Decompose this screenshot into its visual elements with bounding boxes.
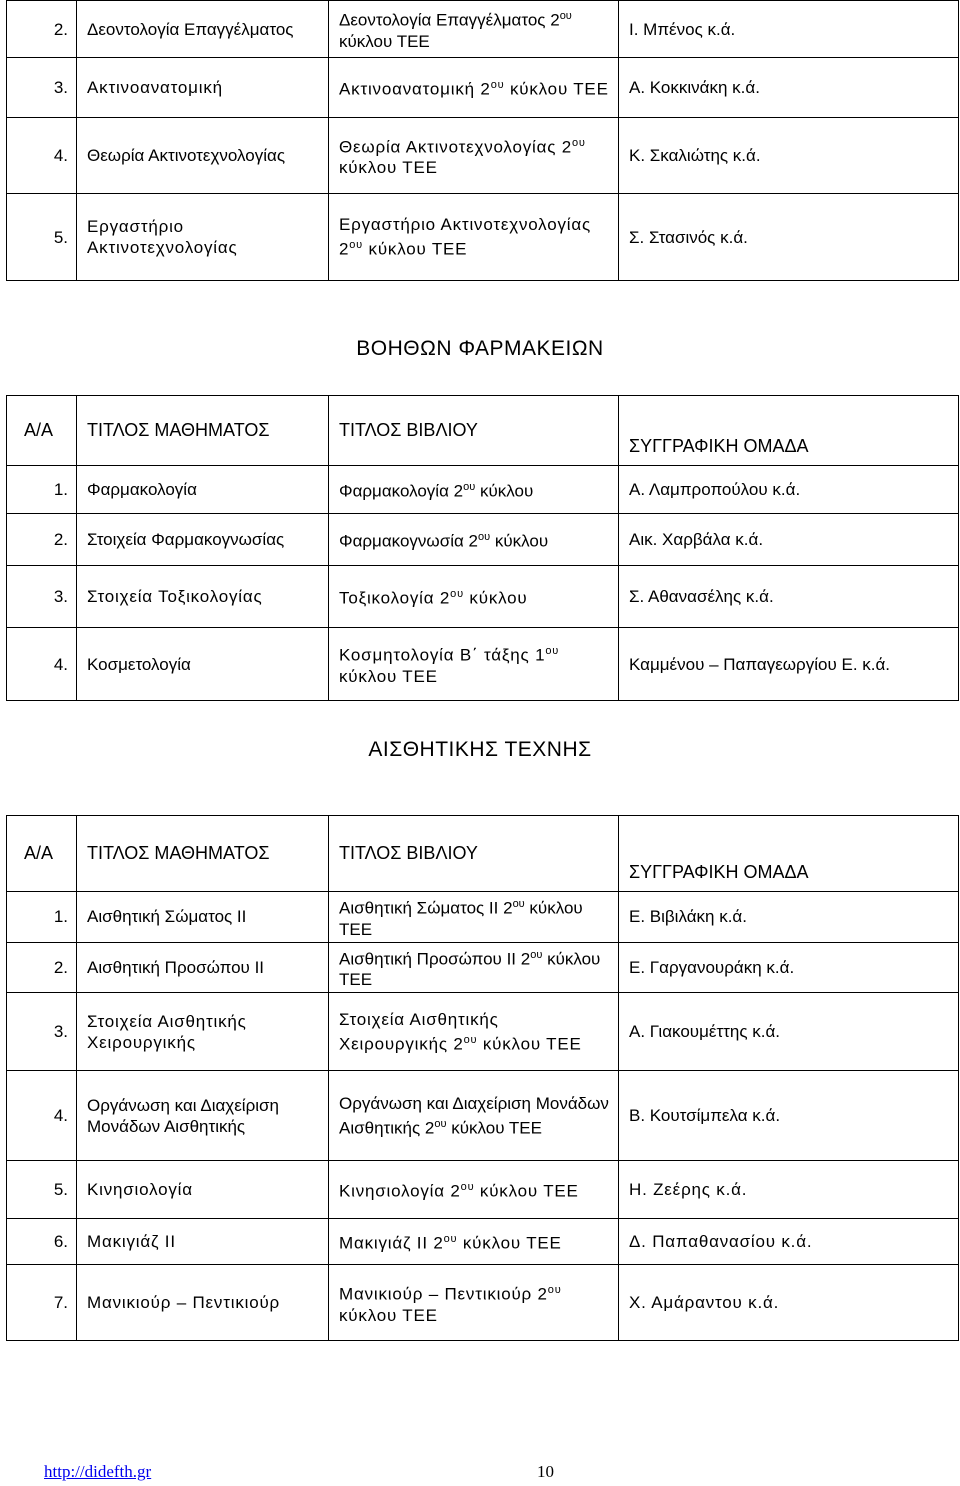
course-title: Κινησιολογία <box>77 1161 329 1219</box>
table-header-row <box>7 816 959 892</box>
authors: Αικ. Χαρβάλα κ.ά. <box>619 514 959 566</box>
course-title: Στοιχεία Τοξικολογίας <box>77 566 329 628</box>
course-title: Οργάνωση και Διαχείριση Μονάδων Αισθητικής <box>77 1071 329 1161</box>
authors: Β. Κουτσίμπελα κ.ά. <box>619 1071 959 1161</box>
footer-link[interactable]: http://didefth.gr <box>44 1462 152 1481</box>
book-title: Φαρμακολογία $2^{o\upsilon}$ κύκλου <box>329 466 619 514</box>
course-title: Δεοντολογία Επαγγέλματος <box>77 1 329 58</box>
header-course: ΤΙΤΛΟΣ ΜΑΘΗΜΑΤΟΣ <box>77 816 329 892</box>
table-row <box>7 892 959 943</box>
authors: Α. Κοκκινάκη κ.ά. <box>619 58 959 118</box>
row-number: 1. <box>7 892 77 943</box>
book-title: Αισθητική Σώματος ΙΙ $2^{o\upsilon}$ κύκλου ΤΕΕ <box>329 892 619 943</box>
page-number: 10 <box>537 1462 554 1481</box>
table-row <box>7 514 959 566</box>
authors: Σ. Στασινός κ.ά. <box>619 194 959 281</box>
course-title: Στοιχεία Αισθητικής Χειρουργικής <box>77 993 329 1071</box>
authors: Ι. Μπένος κ.ά. <box>619 1 959 58</box>
book-title: Θεωρία Ακτινοτεχνολογίας $2^{o\upsilon}$ κύκλου ΤΕΕ <box>329 118 619 194</box>
table-row <box>7 993 959 1071</box>
course-title: Φαρμακολογία <box>77 466 329 514</box>
row-number: 7. <box>7 1265 77 1341</box>
row-number: 2. <box>7 514 77 566</box>
course-title: Αισθητική Προσώπου ΙΙ <box>77 942 329 993</box>
authors: Δ. Παπαθανασίου κ.ά. <box>619 1219 959 1265</box>
book-title: Στοιχεία Αισθητικής Χειρουργικής $2^{o\upsilon}$ κύκλου ΤΕΕ <box>329 993 619 1071</box>
row-number: 1. <box>7 466 77 514</box>
table-row <box>7 466 959 514</box>
book-title: Αισθητική Προσώπου ΙΙ $2^{o\upsilon}$ κύκλου ΤΕΕ <box>329 942 619 993</box>
table-row <box>7 118 959 194</box>
row-number: 4. <box>7 628 77 701</box>
book-title: Ακτινοανατομική $2^{o\upsilon}$ κύκλου ΤΕΕ <box>329 58 619 118</box>
header-book: ΤΙΤΛΟΣ ΒΙΒΛΙΟΥ <box>329 816 619 892</box>
header-course: ΤΙΤΛΟΣ ΜΑΘΗΜΑΤΟΣ <box>77 396 329 466</box>
authors: Α. Λαμπροπούλου κ.ά. <box>619 466 959 514</box>
row-number: 3. <box>7 566 77 628</box>
book-title: Κινησιολογία $2^{o\upsilon}$ κύκλου ΤΕΕ <box>329 1161 619 1219</box>
authors: Καμμένου – Παπαγεωργίου Ε. κ.ά. <box>619 628 959 701</box>
course-title: Αισθητική Σώματος ΙΙ <box>77 892 329 943</box>
book-title: Μακιγιάζ ΙΙ $2^{o\upsilon}$ κύκλου ΤΕΕ <box>329 1219 619 1265</box>
section-title-aesthetics: ΑΙΣΘΗΤΙΚΗΣ ΤΕΧΝΗΣ <box>368 738 592 761</box>
table-row <box>7 1161 959 1219</box>
course-title: Στοιχεία Φαρμακογνωσίας <box>77 514 329 566</box>
header-book: ΤΙΤΛΟΣ ΒΙΒΛΙΟΥ <box>329 396 619 466</box>
row-number: 4. <box>7 1071 77 1161</box>
header-num: Α/Α <box>7 816 77 892</box>
book-title: Τοξικολογία $2^{o\upsilon}$ κύκλου <box>329 566 619 628</box>
book-title: Οργάνωση και Διαχείριση Μονάδων Αισθητικής $2^{o\upsilon}$ κύκλου ΤΕΕ <box>329 1071 619 1161</box>
row-number: 2. <box>7 942 77 993</box>
row-number: 2. <box>7 1 77 58</box>
row-number: 3. <box>7 58 77 118</box>
authors: Ε. Γαργανουράκη κ.ά. <box>619 942 959 993</box>
table-row <box>7 194 959 281</box>
row-number: 6. <box>7 1219 77 1265</box>
section-title-pharmacy: ΒΟΗΘΩΝ ΦΑΡΜΑΚΕΙΩΝ <box>356 337 604 360</box>
table-row <box>7 628 959 701</box>
book-title: Εργαστήριο Ακτινοτεχνολογίας $2^{o\upsilon}$ κύκλου ΤΕΕ <box>329 194 619 281</box>
table-row <box>7 1219 959 1265</box>
row-number: 4. <box>7 118 77 194</box>
table-row <box>7 58 959 118</box>
table-row <box>7 566 959 628</box>
course-title: Εργαστήριο Ακτινοτεχνολογίας <box>77 194 329 281</box>
table-aesthetics <box>6 815 959 1341</box>
authors: Α. Γιακουμέττης κ.ά. <box>619 993 959 1071</box>
header-num: Α/Α <box>7 396 77 466</box>
course-title: Μακιγιάζ ΙΙ <box>77 1219 329 1265</box>
table-row <box>7 1265 959 1341</box>
row-number: 5. <box>7 194 77 281</box>
authors: Ε. Βιβιλάκη κ.ά. <box>619 892 959 943</box>
table-row <box>7 942 959 993</box>
book-title: Δεοντολογία Επαγγέλματος $2^{o\upsilon}$ κύκλου ΤΕΕ <box>329 1 619 58</box>
book-title: Μανικιούρ – Πεντικιούρ $2^{o\upsilon}$ κύκλου ΤΕΕ <box>329 1265 619 1341</box>
table-radiology <box>6 0 959 281</box>
header-authors: ΣΥΓΓΡΑΦΙΚΗ ΟΜΑΔΑ <box>619 396 959 466</box>
header-authors: ΣΥΓΓΡΑΦΙΚΗ ΟΜΑΔΑ <box>619 816 959 892</box>
table-row <box>7 1071 959 1161</box>
book-title: Κοσμητολογία Β΄ τάξης $1^{o\upsilon}$ κύκλου ΤΕΕ <box>329 628 619 701</box>
table-pharmacy <box>6 395 959 701</box>
course-title: Κοσμετολογία <box>77 628 329 701</box>
authors: Σ. Αθανασέλης κ.ά. <box>619 566 959 628</box>
footer <box>44 1462 151 1482</box>
authors: Η. Ζεέρης κ.ά. <box>619 1161 959 1219</box>
course-title: Θεωρία Ακτινοτεχνολογίας <box>77 118 329 194</box>
row-number: 5. <box>7 1161 77 1219</box>
table-header-row <box>7 396 959 466</box>
table-row <box>7 1 959 58</box>
course-title: Μανικιούρ – Πεντικιούρ <box>77 1265 329 1341</box>
book-title: Φαρμακογνωσία $2^{o\upsilon}$ κύκλου <box>329 514 619 566</box>
row-number: 3. <box>7 993 77 1071</box>
course-title: Ακτινοανατομική <box>77 58 329 118</box>
authors: Κ. Σκαλιώτης κ.ά. <box>619 118 959 194</box>
authors: Χ. Αμάραντου κ.ά. <box>619 1265 959 1341</box>
